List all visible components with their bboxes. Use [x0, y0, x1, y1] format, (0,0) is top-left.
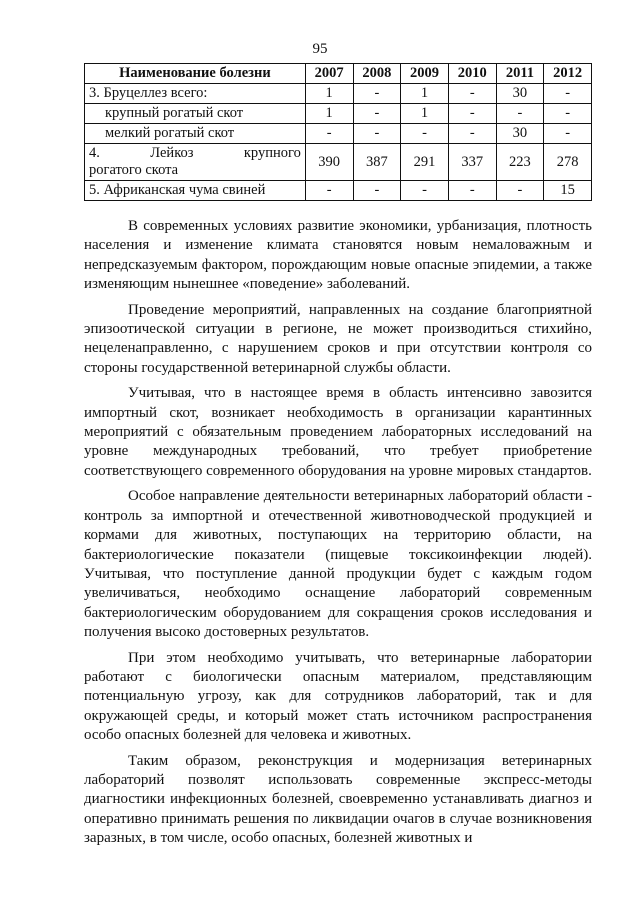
value-cell: -	[496, 104, 544, 124]
column-header-year: 2010	[448, 64, 496, 84]
page-number: 95	[312, 41, 328, 57]
disease-name-cell: 5. Африканская чума свиней	[85, 181, 306, 201]
disease-name-cell	[85, 144, 306, 181]
value-cell: 15	[544, 181, 592, 201]
paragraph: В современных условиях развитие экономики, урбанизация, плотность населения и изменение климата становятся новым немаловажным и непредсказуемым фактором, порождающим новые опасные эпидемии, а также изменяющим нынешнее «поведение» заболеваний.	[84, 218, 592, 293]
disease-name-cell: крупный рогатый скот	[85, 104, 306, 124]
table-row	[85, 84, 592, 104]
disease-name-cell: мелкий рогатый скот	[85, 124, 306, 144]
value-cell: 337	[448, 144, 496, 181]
disease-name-line: рогатого скота	[89, 162, 179, 178]
value-cell: -	[496, 181, 544, 201]
paragraph: При этом необходимо учитывать, что ветеринарные лаборатории работают с биологически опасным материалом, представляющим потенциальную угрозу, как для сотрудников лабораторий, так и для окружающей среды, и который может стать источником распространения особо опасных болезней для человека и животных.	[84, 649, 592, 744]
value-cell: -	[305, 124, 353, 144]
value-cell: 30	[496, 84, 544, 104]
value-cell: 278	[544, 144, 592, 181]
disease-statistics-table	[84, 63, 592, 201]
value-cell: 390	[305, 144, 353, 181]
column-header-year: 2007	[305, 64, 353, 84]
column-header-year: 2012	[544, 64, 592, 84]
disease-name-line: 4. Лейкоз крупного	[89, 145, 301, 161]
value-cell: 291	[401, 144, 449, 181]
table-row	[85, 104, 592, 124]
value-cell: -	[353, 124, 401, 144]
column-header-disease-name: Наименование болезни	[85, 64, 306, 84]
value-cell: 1	[305, 104, 353, 124]
value-cell: -	[448, 84, 496, 104]
value-cell: 387	[353, 144, 401, 181]
column-header-year: 2009	[401, 64, 449, 84]
disease-name-cell: 3. Бруцеллез всего:	[85, 84, 306, 104]
column-header-year: 2008	[353, 64, 401, 84]
paragraph: Учитывая, что в настоящее время в область интенсивно завозится импортный скот, возникает необходимость в организации карантинных мероприятий с обязательным проведением лабораторных исследований на уровне международных требований, что требует приобретение соответствующего современного оборудования на уровне мировых стандартов.	[84, 385, 592, 479]
value-cell: 1	[401, 104, 449, 124]
column-header-year: 2011	[496, 64, 544, 84]
value-cell: -	[353, 104, 401, 124]
value-cell: -	[401, 124, 449, 144]
value-cell: -	[448, 104, 496, 124]
table-header-row	[85, 64, 592, 84]
table-row	[85, 144, 592, 181]
body-text	[84, 217, 592, 855]
paragraph: Особое направление деятельности ветеринарных лабораторий области - контроль за импортной и отечественной животноводческой продукцией и кормами для животных, поступающих на территорию области, на бактериологические показатели (пищевые токсикоинфекции людей). Учитывая, что поступление данной продукции будет с каждым годом увеличиваться, необходимо оснащение лабораторий современным бактериологическим оборудованием для сокращения сроков исследования и получения высоко достоверных результатов.	[84, 488, 592, 641]
value-cell: -	[544, 104, 592, 124]
value-cell: 223	[496, 144, 544, 181]
value-cell: 30	[496, 124, 544, 144]
value-cell: -	[544, 124, 592, 144]
paragraph: Таким образом, реконструкция и модернизация ветеринарных лабораторий позволят использовать современные экспресс-методы диагностики инфекционных болезней, своевременно устанавливать диагноз и оперативно принимать решения по ликвидации очагов в случае возникновения заразных, в том числе, особо опасных, болезней животных и	[84, 752, 592, 847]
paragraph: Проведение мероприятий, направленных на создание благоприятной эпизоотической ситуации в регионе, не может производиться стихийно, нецеленаправленно, с нарушением сроков и при отсутствии контроля со стороны государственной ветеринарной службы области.	[84, 301, 592, 376]
value-cell: -	[544, 84, 592, 104]
value-cell: -	[401, 181, 449, 201]
value-cell: 1	[401, 84, 449, 104]
value-cell: -	[353, 181, 401, 201]
table-row	[85, 181, 592, 201]
value-cell: -	[448, 181, 496, 201]
value-cell: -	[448, 124, 496, 144]
value-cell: -	[305, 181, 353, 201]
table-row	[85, 124, 592, 144]
value-cell: -	[353, 84, 401, 104]
value-cell: 1	[305, 84, 353, 104]
